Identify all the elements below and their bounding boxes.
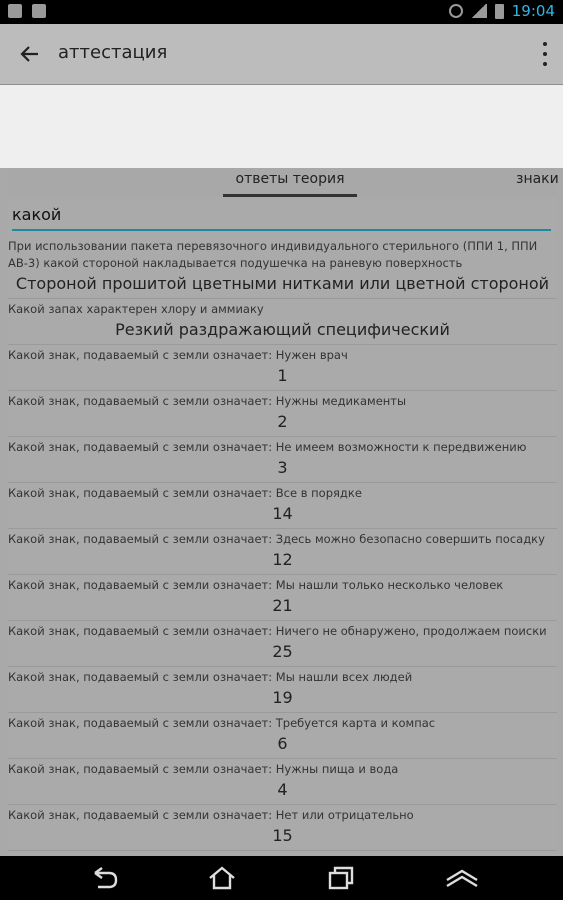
question-text: Какой знак, подаваемый с земли означает: Нужны медикаменты	[8, 394, 407, 408]
question-text: Какой знак, подаваемый с земли означает: Мы нашли всех людей	[8, 670, 413, 684]
back-nav-icon[interactable]	[86, 864, 122, 892]
answer-text: 1	[277, 366, 288, 385]
list-item[interactable]	[8, 621, 557, 667]
tab-bar	[8, 168, 557, 197]
answer-text: 2	[277, 412, 288, 431]
answer-text: 21	[272, 596, 293, 615]
list-item[interactable]	[8, 667, 557, 713]
recent-apps-nav-icon[interactable]	[323, 864, 359, 892]
question-text: Какой знак, подаваемый с земли означает: Требуется карта и компас	[8, 716, 436, 730]
status-bar	[0, 0, 563, 24]
question-text: Какой знак, подаваемый с земли означает: Нужны пища и вода	[8, 762, 399, 776]
question-text: Какой знак, подаваемый с земли означает: Ничего не обнаружено, продолжаем поиски	[8, 624, 547, 638]
answer-text: 19	[272, 688, 293, 707]
question-text: Какой знак, подаваемый с земли означает: Нет или отрицательно	[8, 808, 414, 822]
notification-icons	[8, 4, 46, 18]
tab-answers-theory-label: ответы теория	[235, 171, 345, 187]
ad-banner	[0, 85, 563, 168]
clock: 19:04	[511, 2, 555, 20]
menu-nav-icon[interactable]	[444, 864, 480, 892]
home-nav-icon[interactable]	[204, 864, 240, 892]
page-title: аттестация	[58, 42, 168, 63]
question-text: При использовании пакета перевязочного индивидуального стерильного (ППИ 1, ППИ АВ-3) какой стороной накладывается подушечка на раневую поверхность	[8, 239, 538, 270]
sync-icon	[449, 4, 463, 18]
answer-text: 15	[272, 826, 293, 845]
list-item[interactable]	[8, 299, 557, 345]
file-notification-icon	[8, 4, 22, 18]
list-item[interactable]	[8, 236, 557, 299]
answer-text: 3	[277, 458, 288, 477]
list-item[interactable]	[8, 713, 557, 759]
question-text: Какой запах характерен хлору и аммиаку	[8, 302, 264, 316]
question-text: Какой знак, подаваемый с земли означает: Нужен врач	[8, 348, 348, 362]
battery-icon	[495, 4, 504, 19]
back-arrow-icon[interactable]	[14, 38, 46, 70]
overflow-menu-icon[interactable]	[537, 42, 553, 66]
app-bar	[0, 24, 563, 85]
list-item[interactable]	[8, 483, 557, 529]
answer-text: 4	[277, 780, 288, 799]
tab-answers-theory[interactable]	[223, 168, 357, 197]
answer-text: 6	[277, 734, 288, 753]
search-input[interactable]	[12, 199, 551, 231]
question-text: Какой знак, подаваемый с земли означает: Не имеем возможности к передвижению	[8, 440, 527, 454]
app-notification-icon	[32, 4, 46, 18]
question-text: Какой знак, подаваемый с земли означает: Мы нашли только несколько человек	[8, 578, 504, 592]
qa-list[interactable]	[8, 236, 557, 856]
answer-text: Резкий раздражающий специфический	[115, 320, 450, 339]
answer-text: 14	[272, 504, 293, 523]
answer-text: 25	[272, 642, 293, 661]
answer-text: 12	[272, 550, 293, 569]
list-item[interactable]	[8, 391, 557, 437]
signal-icon	[471, 4, 487, 18]
tab-signs[interactable]: знаки	[516, 171, 559, 187]
list-item[interactable]	[8, 805, 557, 851]
question-text: Какой знак, подаваемый с земли означает: Все в порядке	[8, 486, 362, 500]
search-bar	[8, 197, 557, 235]
question-text: Какой знак, подаваемый с земли означает: Здесь можно безопасно совершить посадку	[8, 532, 545, 546]
list-item[interactable]	[8, 575, 557, 621]
list-item[interactable]	[8, 345, 557, 391]
list-item[interactable]	[8, 437, 557, 483]
navigation-bar	[0, 856, 563, 900]
list-item[interactable]	[8, 759, 557, 805]
answer-text: Стороной прошитой цветными нитками или цветной стороной	[15, 274, 550, 293]
list-item[interactable]	[8, 529, 557, 575]
